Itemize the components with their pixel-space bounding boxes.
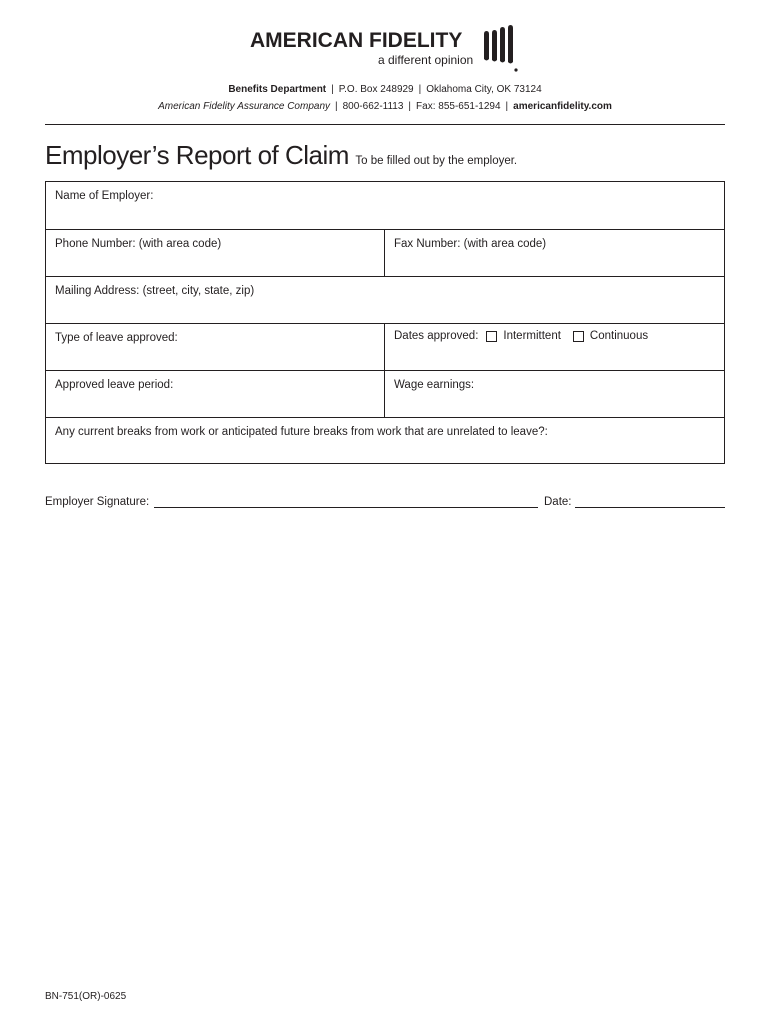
company-logo [250,25,530,75]
form-subtitle: To be filled out by the employer. [355,155,518,167]
signature-label: Employer Signature: [45,496,150,508]
dates-approved-field [384,324,724,370]
company-tagline: a different opinion [378,53,474,67]
continuous-label: Continuous [589,330,649,342]
contact-line-2: American Fidelity Assurance Company | 800-662-1113 | Fax: 855-651-1294 | americanfidelity.com [158,101,612,112]
city-state-zip: Oklahoma City, OK 73124 [426,84,542,95]
signature-row [45,496,725,512]
dates-approved-group [394,330,648,342]
phone-number-label: Phone Number: (with area code) [55,238,222,250]
claim-form-table [45,181,725,464]
fax-number-label: Fax Number: (with area code) [394,238,547,250]
company-name: AMERICAN FIDELITY [250,29,463,52]
leave-type-field[interactable] [46,324,384,370]
title-row [45,140,517,171]
form-code: BN-751(OR)-0625 [45,991,127,1002]
leave-type-label: Type of leave approved: [55,332,178,344]
approved-period-field[interactable] [46,371,384,417]
fax-number: Fax: 855-651-1294 [416,101,501,112]
intermittent-checkbox[interactable] [486,331,497,342]
leave-type-row [46,323,724,370]
approved-period-label: Approved leave period: [55,379,174,391]
continuous-checkbox[interactable] [573,331,584,342]
intermittent-label: Intermittent [503,330,561,342]
mailing-address-label: Mailing Address: (street, city, state, zip) [55,285,255,297]
fax-number-field[interactable] [384,230,724,276]
phone-number-field[interactable] [46,230,384,276]
date-label: Date: [544,496,572,508]
logo-bars-icon [482,25,522,73]
breaks-question-label: Any current breaks from work or anticipated future breaks from work that are unrelated to leave?: [55,426,548,438]
form-title: Employer’s Report of Claim [45,140,349,170]
phone-fax-row [46,229,724,276]
assurance-company: American Fidelity Assurance Company [158,101,331,112]
dates-approved-label: Dates approved: [394,330,479,342]
wage-earnings-label: Wage earnings: [394,379,475,391]
employer-name-field[interactable] [46,182,724,229]
po-box: P.O. Box 248929 [338,84,414,95]
department: Benefits Department [228,84,327,95]
date-line[interactable] [575,507,725,508]
period-wage-row [46,370,724,417]
phone-number: 800-662-1113 [342,101,404,112]
breaks-field[interactable] [46,417,724,462]
contact-line-1: Benefits Department | P.O. Box 248929 | Oklahoma City, OK 73124 [228,84,542,95]
header-divider [45,124,725,125]
employer-name-label: Name of Employer: [55,190,154,202]
mailing-address-field[interactable] [46,276,724,323]
website-link[interactable]: americanfidelity.com [513,101,612,112]
signature-line[interactable] [154,507,538,508]
wage-earnings-field[interactable] [384,371,724,417]
